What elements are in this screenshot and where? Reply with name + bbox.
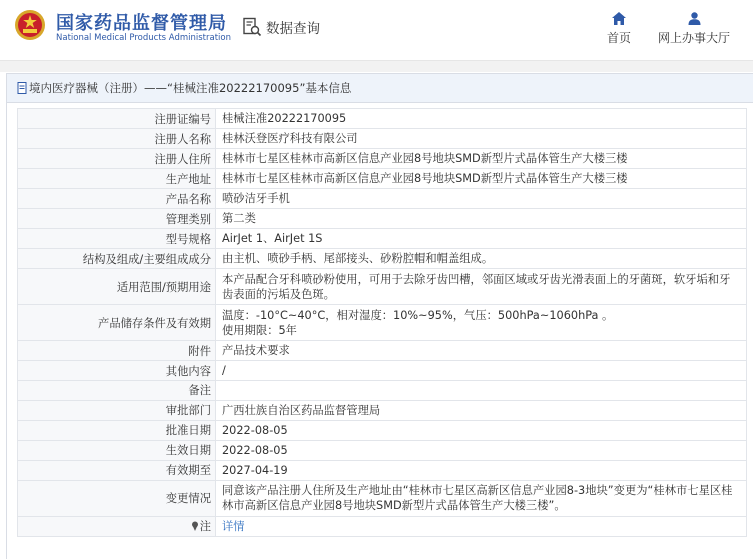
row-label: 注册人名称: [18, 129, 216, 149]
table-row: [18, 189, 747, 209]
table-row: [18, 269, 747, 305]
site-header: [0, 0, 753, 61]
detail-panel: [6, 73, 753, 559]
nav-home-label: 首页: [606, 31, 631, 45]
row-value: 广西壮族自治区药品监督管理局: [216, 400, 747, 420]
pin-icon: [191, 521, 199, 531]
table-row: [18, 460, 747, 480]
home-icon: [612, 12, 626, 25]
panel-title: 境内医疗器械（注册）——“桂械注准20222170095”基本信息: [29, 81, 352, 95]
row-label: 型号规格: [18, 229, 216, 249]
row-label: 其他内容: [18, 361, 216, 381]
row-label: 产品储存条件及有效期: [18, 305, 216, 341]
registration-info-table: [17, 108, 747, 537]
row-value: 2027-04-19: [216, 460, 747, 480]
row-value: 桂林市七星区桂林市高新区信息产业园8号地块SMD新型片式晶体管生产大楼三楼: [216, 149, 747, 169]
table-row: [18, 480, 747, 516]
table-row: [18, 440, 747, 460]
row-label: 生产地址: [18, 169, 216, 189]
table-row: [18, 400, 747, 420]
row-label: 管理类别: [18, 209, 216, 229]
row-value: 桂林市七星区桂林市高新区信息产业园8号地块SMD新型片式晶体管生产大楼三楼: [216, 169, 747, 189]
row-label: 附件: [18, 341, 216, 361]
row-label: 备注: [18, 381, 216, 401]
row-value: 喷砂洁牙手机: [216, 189, 747, 209]
row-label: 审批部门: [18, 400, 216, 420]
table-row: [18, 516, 747, 536]
data-query-label: 数据查询: [266, 21, 320, 37]
row-value: 本产品配合牙科喷砂粉使用，可用于去除牙齿凹槽，邻面区域或牙齿光滑表面上的牙菌斑，软牙垢和牙齿表面的污垢及色斑。: [216, 269, 747, 305]
row-label: 变更情况: [18, 480, 216, 516]
row-value: 桂林沃登医疗科技有限公司: [216, 129, 747, 149]
row-value: [216, 516, 747, 536]
header-divider: [0, 61, 753, 72]
row-value: [216, 305, 747, 341]
row-label: 生效日期: [18, 440, 216, 460]
row-label: 批准日期: [18, 420, 216, 440]
storage-condition-text: 温度：-10°C~40°C，相对湿度：10%~95%，气压：500hPa~1060hPa 。: [222, 308, 614, 322]
table-row: [18, 209, 747, 229]
row-label: 产品名称: [18, 189, 216, 209]
table-row: [18, 229, 747, 249]
row-value: 2022-08-05: [216, 420, 747, 440]
row-value: 产品技术要求: [216, 341, 747, 361]
panel-title-bar: [7, 74, 753, 103]
document-icon: [17, 82, 27, 94]
row-value: 同意该产品注册人住所及生产地址由“桂林市七星区高新区信息产业园8-3地块”变更为“桂林市七星区桂林市高新区信息产业园8号地块SMD新型片式晶体管生产大楼三楼”。: [216, 480, 747, 516]
row-label: 注册证编号: [18, 109, 216, 129]
service-life-text: 使用期限：5年: [222, 323, 297, 337]
site-logo-title[interactable]: 国家药品监督管理局: [56, 13, 227, 34]
row-label: 有效期至: [18, 460, 216, 480]
site-logo-subtitle: National Medical Products Administration: [56, 33, 231, 43]
row-value: AirJet 1、AirJet 1S: [216, 229, 747, 249]
row-value: 2022-08-05: [216, 440, 747, 460]
user-icon: [688, 12, 701, 25]
row-label: 适用范围/预期用途: [18, 269, 216, 305]
row-value: 桂械注准20222170095: [216, 109, 747, 129]
row-label: [18, 516, 216, 536]
nav-hall-label: 网上办事大厅: [657, 31, 730, 45]
table-row: [18, 361, 747, 381]
table-row: [18, 129, 747, 149]
nav-online-service-hall[interactable]: [654, 12, 734, 46]
table-row: [18, 381, 747, 401]
note-label: 注: [199, 520, 211, 534]
row-value: /: [216, 361, 747, 381]
row-label: 结构及组成/主要组成成分: [18, 249, 216, 269]
table-row: [18, 420, 747, 440]
nav-home[interactable]: [603, 12, 635, 46]
table-row: [18, 249, 747, 269]
table-row: [18, 305, 747, 341]
row-value: 第二类: [216, 209, 747, 229]
row-value: 由主机、喷砂手柄、尾部接头、砂粉腔帽和帽盖组成。: [216, 249, 747, 269]
row-value: [216, 381, 747, 401]
row-label: 注册人住所: [18, 149, 216, 169]
data-query-link[interactable]: [242, 17, 320, 37]
table-row: [18, 109, 747, 129]
national-emblem-icon: [14, 9, 46, 41]
details-link[interactable]: 详情: [222, 519, 245, 533]
document-search-icon: [242, 17, 262, 37]
table-row: [18, 341, 747, 361]
table-row: [18, 169, 747, 189]
table-row: [18, 149, 747, 169]
